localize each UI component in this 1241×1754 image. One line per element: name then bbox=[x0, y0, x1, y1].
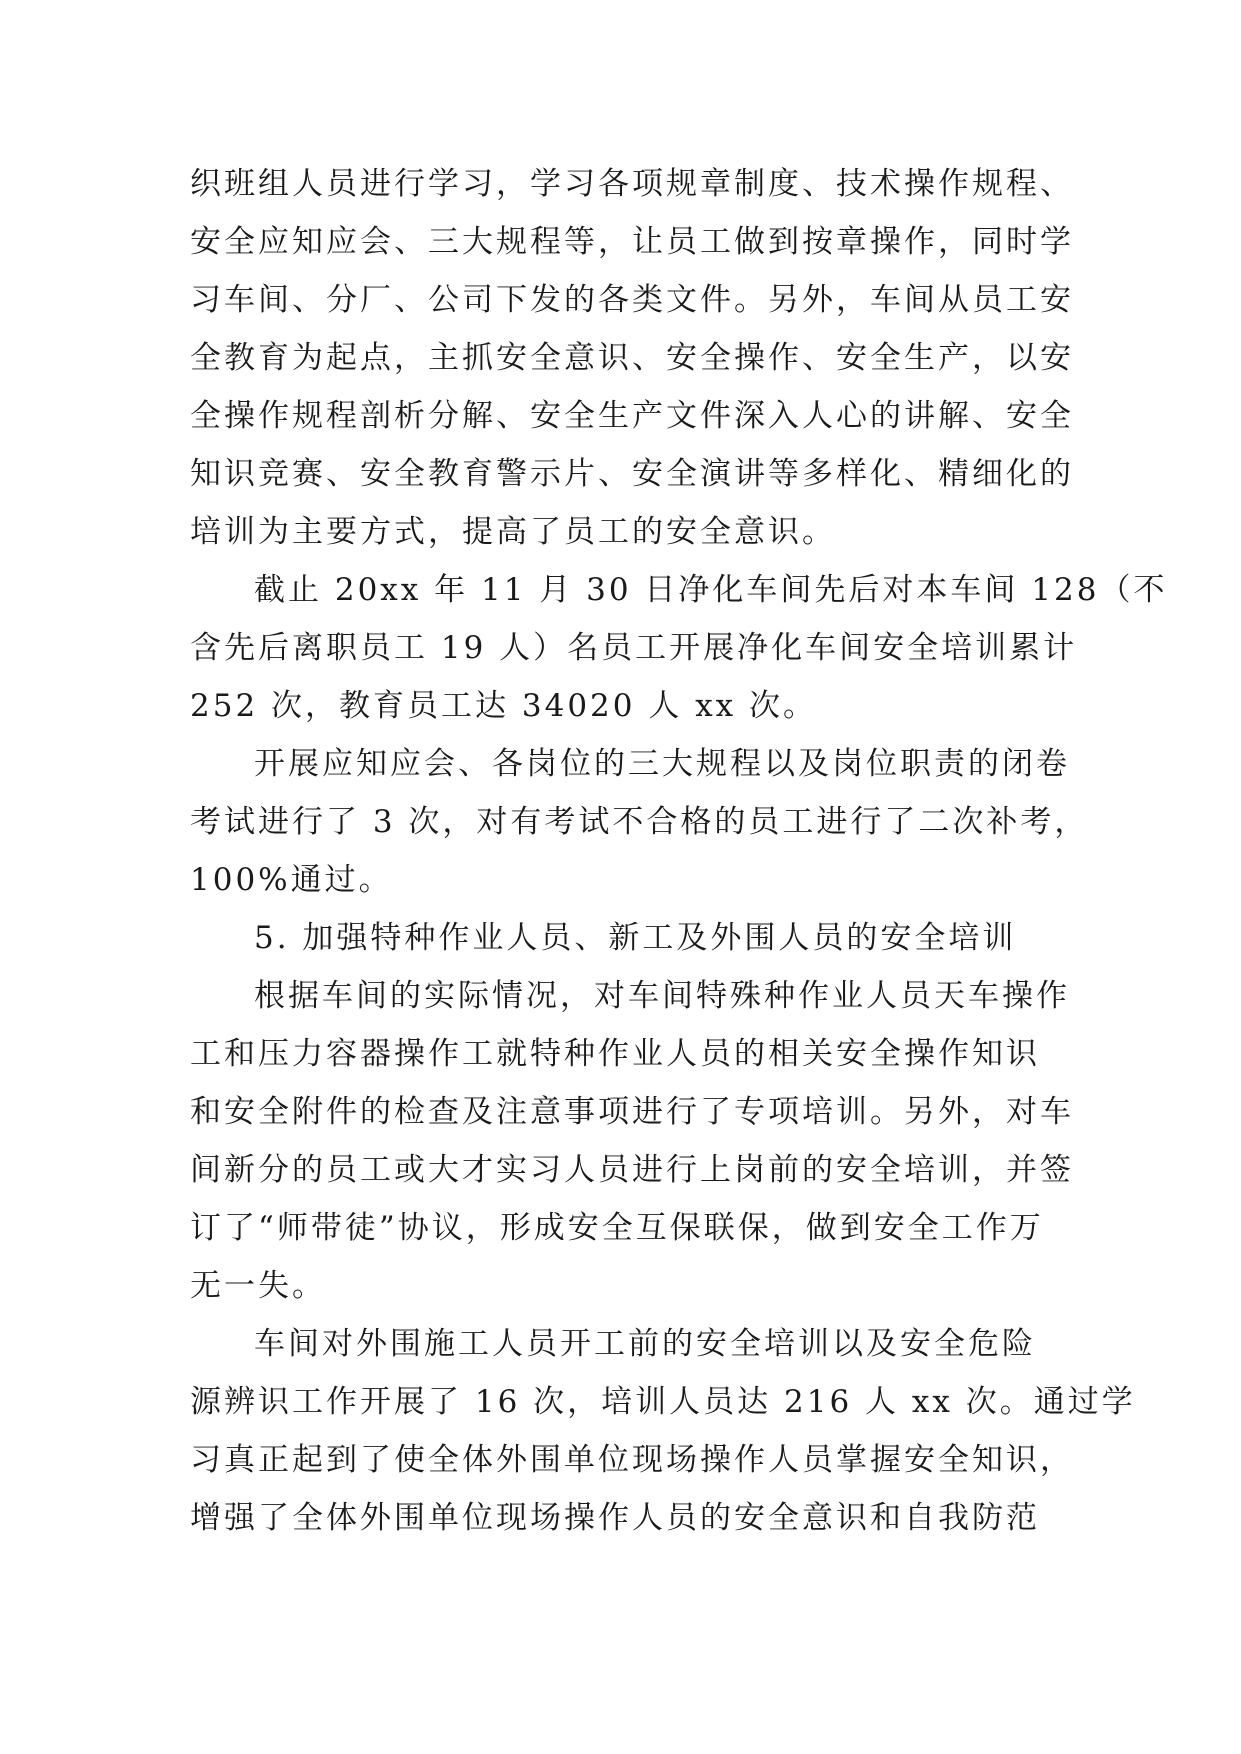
paragraph-start-line: 根据车间的实际情况，对车间特殊种作业人员天车操作 bbox=[254, 978, 1070, 1014]
text-line: 增强了全体外围单位现场操作人员的安全意识和自我防范 bbox=[190, 1500, 1040, 1536]
text-line: 习真正起到了使全体外围单位现场操作人员掌握安全知识， bbox=[190, 1442, 1074, 1478]
text-line: 考试进行了 3 次，对有考试不合格的员工进行了二次补考， bbox=[190, 804, 1089, 840]
text-line: 源辨识工作开展了 16 次，培训人员达 216 人 xx 次。通过学 bbox=[190, 1384, 1136, 1420]
text-line: 安全应知应会、三大规程等，让员工做到按章操作，同时学 bbox=[190, 224, 1074, 260]
text-line: 100%通过。 bbox=[190, 862, 393, 898]
paragraph-start-line: 开展应知应会、各岗位的三大规程以及岗位职责的闭卷 bbox=[254, 746, 1070, 782]
text-line: 织班组人员进行学习，学习各项规章制度、技术操作规程、 bbox=[190, 166, 1074, 202]
section-heading: 5. 加强特种作业人员、新工及外围人员的安全培训 bbox=[254, 920, 1017, 956]
paragraph-start-line: 车间对外围施工人员开工前的安全培训以及安全危险 bbox=[254, 1326, 1036, 1362]
text-line: 知识竞赛、安全教育警示片、安全演讲等多样化、精细化的 bbox=[190, 456, 1074, 492]
text-line: 含先后离职员工 19 人）名员工开展净化车间安全培训累计 bbox=[190, 630, 1078, 666]
text-line: 间新分的员工或大才实习人员进行上岗前的安全培训，并签 bbox=[190, 1152, 1074, 1188]
text-line: 订了“师带徒”协议，形成安全互保联保，做到安全工作万 bbox=[190, 1210, 1044, 1246]
text-line: 工和压力容器操作工就特种作业人员的相关安全操作知识 bbox=[190, 1036, 1040, 1072]
text-line: 全操作规程剖析分解、安全生产文件深入人心的讲解、安全 bbox=[190, 398, 1074, 434]
text-line: 无一失。 bbox=[190, 1268, 326, 1304]
text-line: 全教育为起点，主抓安全意识、安全操作、安全生产，以安 bbox=[190, 340, 1074, 376]
text-line: 培训为主要方式，提高了员工的安全意识。 bbox=[190, 514, 836, 550]
text-line: 习车间、分厂、公司下发的各类文件。另外，车间从员工安 bbox=[190, 282, 1074, 318]
text-line: 和安全附件的检查及注意事项进行了专项培训。另外，对车 bbox=[190, 1094, 1074, 1130]
text-line: 252 次，教育员工达 34020 人 xx 次。 bbox=[190, 688, 818, 724]
paragraph-start-line: 截止 20xx 年 11 月 30 日净化车间先后对本车间 128（不 bbox=[254, 572, 1168, 608]
body-text bbox=[190, 155, 1168, 1547]
